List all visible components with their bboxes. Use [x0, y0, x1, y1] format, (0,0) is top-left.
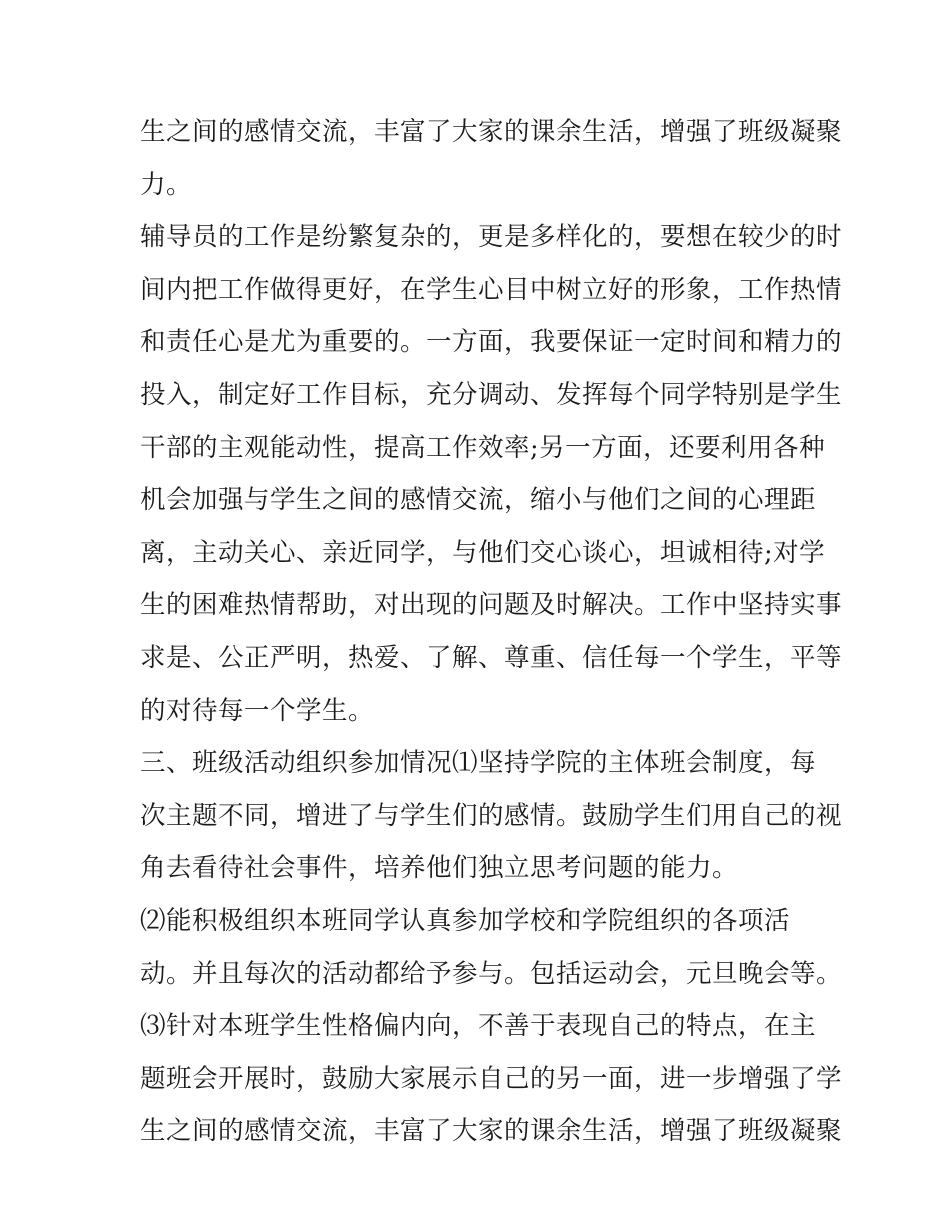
text-line: 生之间的感情交流，丰富了大家的课余生活，增强了班级凝聚 — [140, 117, 843, 147]
text-line: 力。 — [140, 169, 193, 200]
text-line: 投入，制定好工作目标，充分调动、发挥每个同学特别是学生 — [140, 379, 843, 410]
text-line: ⑵能积极组织本班同学认真参加学校和学院组织的各项活 — [140, 905, 791, 936]
text-line: 机会加强与学生之间的感情交流，缩小与他们之间的心理距 — [140, 485, 817, 516]
text-line: 离，主动关心、亲近同学，与他们交心谈心，坦诚相待;对学 — [140, 537, 826, 568]
text-line: ⑶针对本班学生性格偏内向，不善于表现自己的特点，在主 — [140, 1011, 817, 1042]
text-line: 和责任心是尤为重要的。一方面，我要保证一定时间和精力的 — [140, 327, 843, 358]
text-line: 次主题不同，增进了与学生们的感情。鼓励学生们用自己的视 — [140, 800, 843, 831]
text-line: 生之间的感情交流，丰富了大家的课余生活，增强了班级凝聚 — [140, 1116, 843, 1147]
text-line: 动。并且每次的活动都给予参与。包括运动会，元旦晚会等。 — [140, 958, 843, 989]
text-line: 生的困难热情帮助，对出现的问题及时解决。工作中坚持实事 — [140, 590, 843, 621]
text-line: 的对待每一个学生。 — [140, 695, 375, 726]
text-line: 求是、公正严明，热爱、了解、尊重、信任每一个学生，平等 — [140, 642, 843, 673]
text-line: 角去看待社会事件，培养他们独立思考问题的能力。 — [140, 853, 739, 884]
text-line: 间内把工作做得更好，在学生心目中树立好的形象，工作热情 — [140, 274, 843, 305]
text-line: 辅导员的工作是纷繁复杂的，更是多样化的，要想在较少的时 — [140, 222, 843, 253]
document-body — [140, 106, 843, 1158]
text-line: 干部的主观能动性，提高工作效率;另一方面，还要利用各种 — [140, 432, 826, 463]
text-line: 三、班级活动组织参加情况⑴坚持学院的主体班会制度，每 — [140, 748, 817, 779]
text-line: 题班会开展时，鼓励大家展示自己的另一面，进一步增强了学 — [140, 1063, 843, 1094]
